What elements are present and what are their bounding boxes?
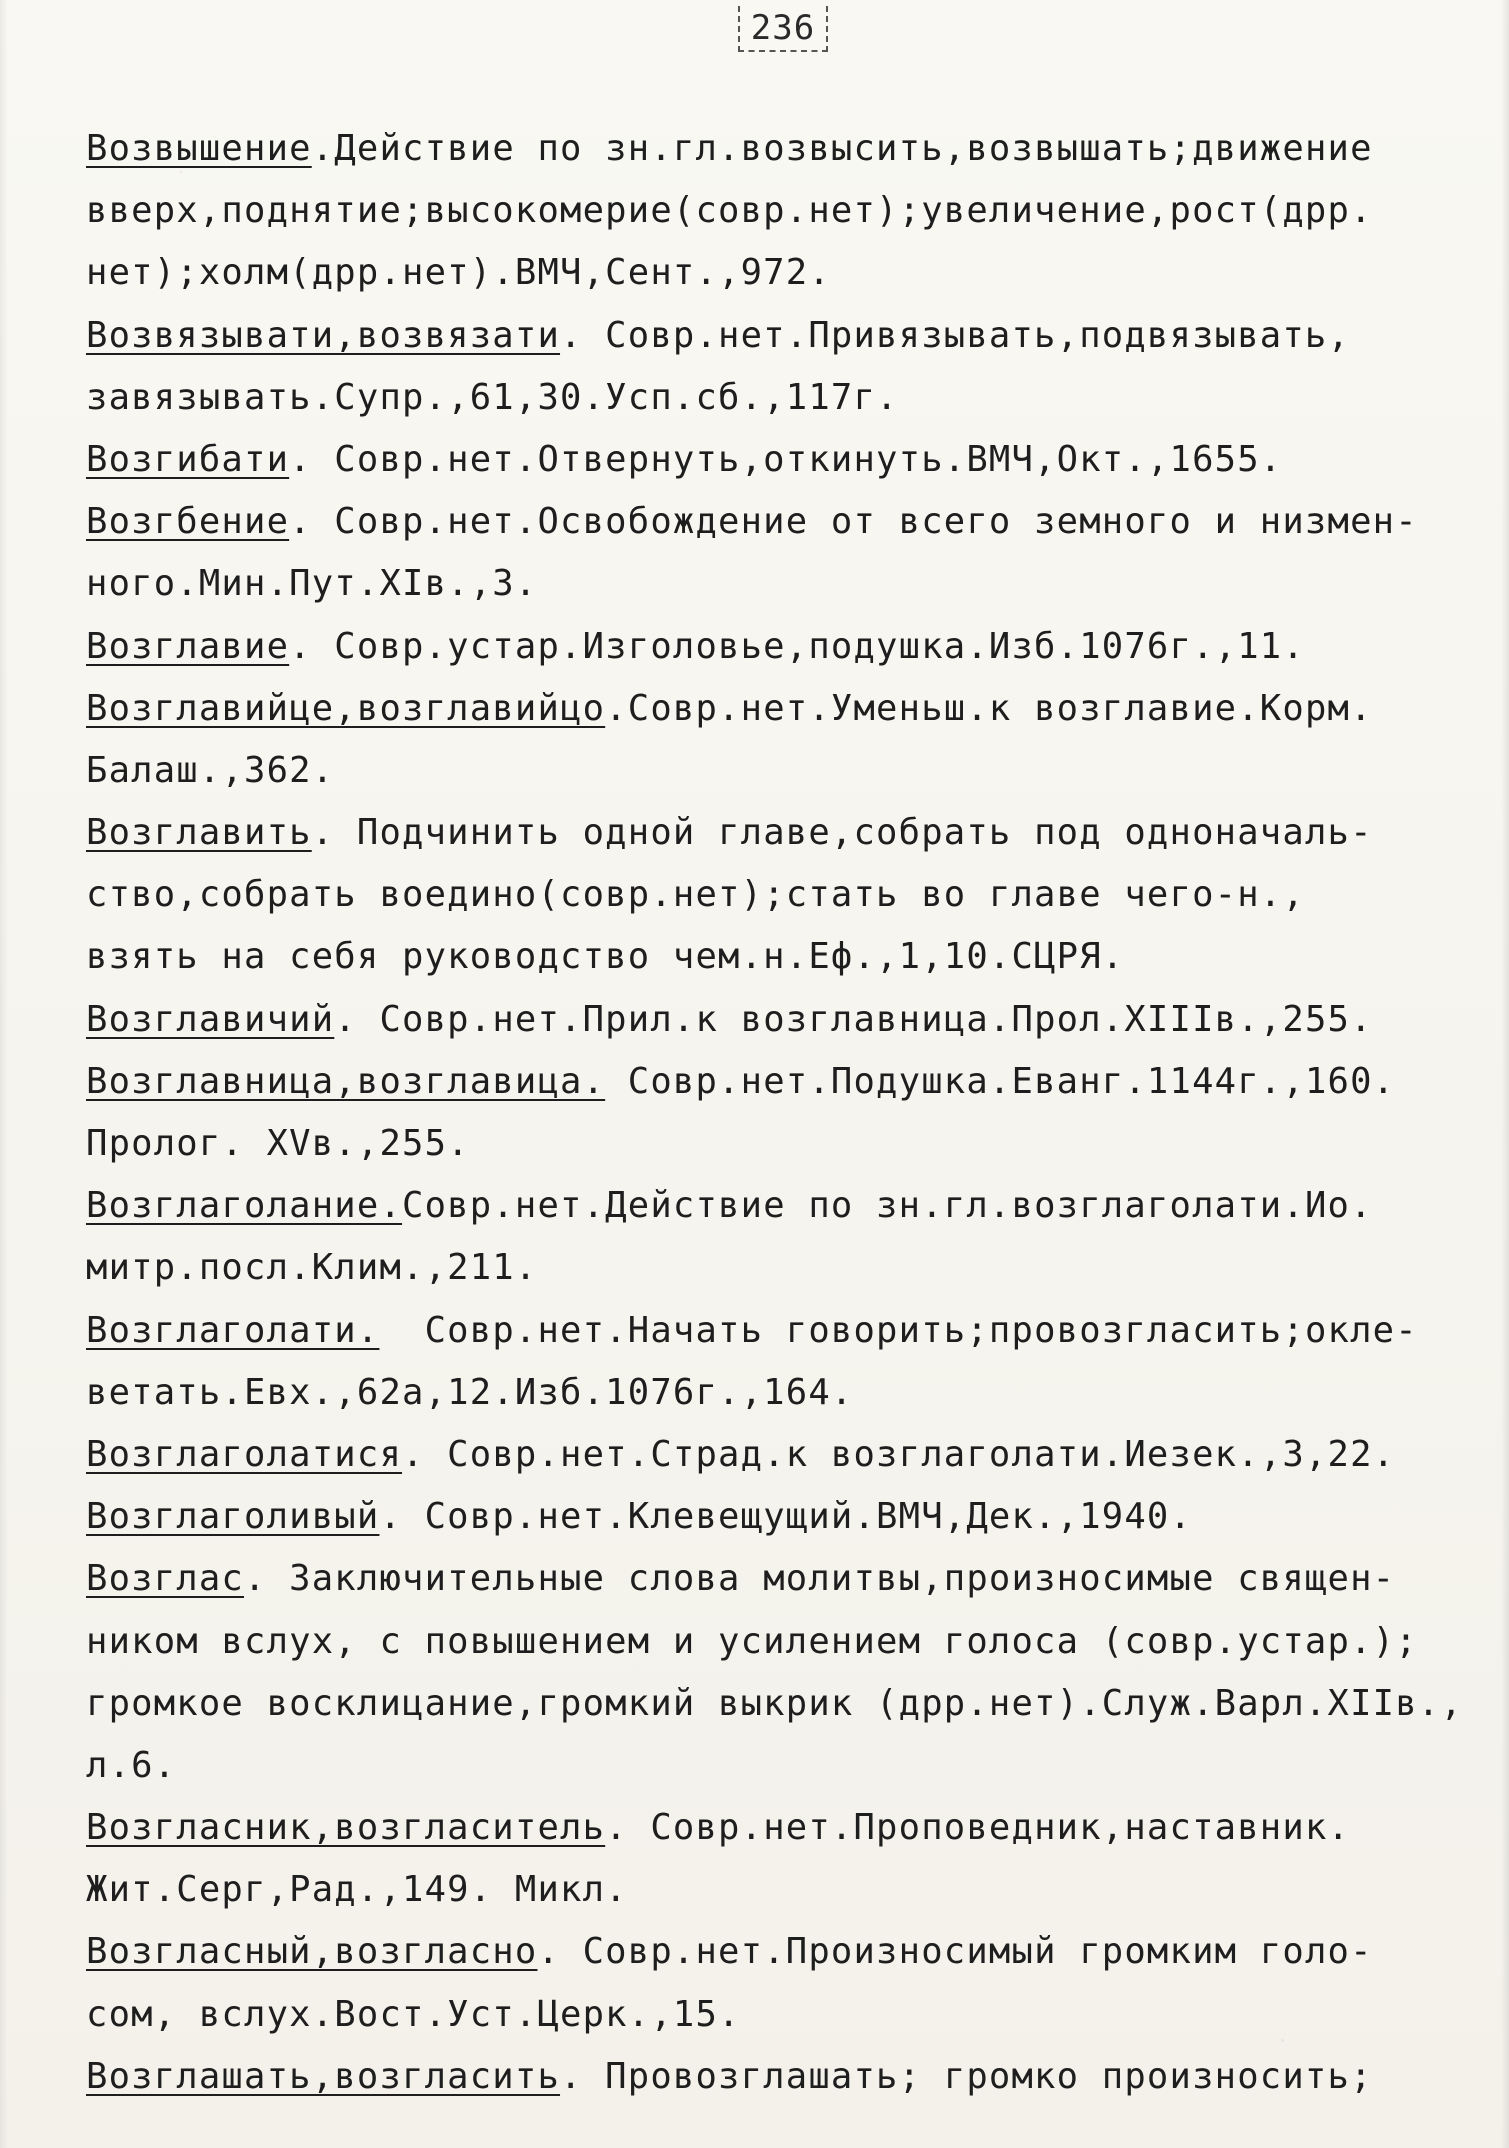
entry-line — [86, 1362, 1486, 1424]
entry-line — [86, 1113, 1486, 1175]
entry-text: Жит.Серг,Рад.,149. Микл. — [86, 1869, 628, 1911]
dictionary-entry — [86, 118, 1486, 305]
entry-text: . Совр.нет.Отвернуть,откинуть.ВМЧ,Окт.,1655. — [289, 438, 1283, 480]
entry-headword: Возглавичий — [86, 998, 335, 1040]
entry-text: Совр.нет.Действие по зн.гл.возглаголати.Ио. — [402, 1185, 1373, 1227]
entry-headword: Возглас — [86, 1558, 245, 1600]
entry-text: Балаш.,362. — [86, 749, 335, 791]
entry-line — [86, 1424, 1486, 1486]
entry-line — [86, 740, 1486, 802]
entry-text: громкое восклицание,громкий выкрик (дрр.нет).Служ.Варл.XIIв., — [86, 1682, 1463, 1724]
entry-text: .Совр.нет.Уменьш.к возглавие.Корм. — [605, 687, 1373, 729]
dictionary-entry — [86, 1424, 1486, 1486]
entry-line — [86, 367, 1486, 429]
entry-text: . Совр.нет.Клевещущий.ВМЧ,Дек.,1940. — [379, 1496, 1193, 1538]
entry-line — [86, 491, 1486, 553]
entry-line — [86, 1548, 1486, 1610]
entry-line — [86, 802, 1486, 864]
entry-line — [86, 989, 1486, 1051]
entry-text: митр.посл.Клим.,211. — [86, 1247, 538, 1289]
entry-line — [86, 305, 1486, 367]
entry-text: . Совр.нет.Привязывать,подвязывать, — [560, 314, 1351, 356]
page-number: 236 — [738, 6, 828, 52]
dictionary-entry — [86, 1486, 1486, 1548]
entry-line — [86, 1300, 1486, 1362]
entry-headword: Возгласник,возгласитель — [86, 1807, 606, 1849]
entry-text: ветать.Евх.,62а,12.Изб.1076г.,164. — [86, 1371, 854, 1413]
dictionary-entry — [86, 1175, 1486, 1299]
entry-line — [86, 616, 1486, 678]
scan-edge-right — [1501, 0, 1509, 2148]
entry-text: . Совр.устар.Изголовье,подушка.Изб.1076г.,11. — [289, 625, 1305, 667]
entry-text: . Совр.нет.Страд.к возглаголати.Иезек.,3,22. — [402, 1433, 1396, 1475]
entry-headword: Возвязывати,возвязати — [86, 314, 561, 356]
entry-line — [86, 1735, 1486, 1797]
entry-text: ство,собрать воедино(совр.нет);стать во главе чего-н., — [86, 874, 1305, 916]
entry-headword: Возглавие — [86, 625, 290, 667]
entry-text: вверх,поднятие;высокомерие(совр.нет);увеличение,рост(дрр. — [86, 190, 1373, 232]
dictionary-entry — [86, 1548, 1486, 1797]
entry-line — [86, 2046, 1486, 2108]
entry-headword: Возглавийце,возглавийцо — [86, 687, 606, 729]
entry-line — [86, 864, 1486, 926]
dictionary-entry — [86, 2046, 1486, 2108]
entry-line — [86, 1673, 1486, 1735]
entry-line — [86, 1611, 1486, 1673]
entry-headword: Возгбение — [86, 501, 290, 543]
entry-headword: Возглашать,возгласить — [86, 2055, 561, 2097]
dictionary-entries — [86, 118, 1486, 2108]
entry-text: . Совр.нет.Прил.к возглавница.Прол.XIIIв.,255. — [334, 998, 1373, 1040]
entry-text: . Подчинить одной главе,собрать под одноначаль- — [311, 812, 1373, 854]
entry-headword: Возглаголати. — [86, 1309, 380, 1351]
entry-text: . Провозглашать; громко произносить; — [560, 2055, 1373, 2097]
entry-text: л.6. — [86, 1744, 177, 1786]
entry-text: Совр.нет.Начать говорить;провозгласить;окле- — [379, 1309, 1418, 1351]
dictionary-entry — [86, 989, 1486, 1051]
entry-line — [86, 118, 1486, 180]
entry-text: ного.Мин.Пут.XIв.,3. — [86, 563, 538, 605]
dictionary-entry — [86, 1300, 1486, 1424]
entry-headword: Возглаголивый — [86, 1496, 380, 1538]
entry-text: ником вслух, с повышением и усилением голоса (совр.устар.); — [86, 1620, 1418, 1662]
entry-line — [86, 1859, 1486, 1921]
entry-text: Пролог. XVв.,255. — [86, 1123, 470, 1164]
entry-text: Совр.нет.Подушка.Еванг.1144г.,160. — [605, 1060, 1396, 1102]
entry-headword: Возглавница,возглавица. — [86, 1060, 606, 1102]
entry-line — [86, 429, 1486, 491]
entry-line — [86, 1921, 1486, 1983]
entry-text: . Совр.нет.Проповедник,наставник. — [605, 1807, 1351, 1849]
entry-line — [86, 553, 1486, 615]
dictionary-entry — [86, 1921, 1486, 2045]
entry-line — [86, 1237, 1486, 1299]
entry-headword: Возглаголание. — [86, 1185, 403, 1227]
entry-line — [86, 180, 1486, 242]
dictionary-entry — [86, 678, 1486, 802]
entry-text: . Совр.нет.Освобождение от всего земного и низмен- — [289, 501, 1418, 543]
entry-line — [86, 1984, 1486, 2046]
scan-edge-left — [0, 0, 8, 2148]
entry-line — [86, 926, 1486, 988]
entry-headword: Возгибати — [86, 438, 290, 480]
entry-line — [86, 1175, 1486, 1237]
dictionary-entry — [86, 802, 1486, 989]
entry-text: . Заключительные слова молитвы,произносимые священ- — [244, 1558, 1396, 1600]
entry-line — [86, 242, 1486, 304]
entry-headword: Возглавить — [86, 812, 312, 854]
dictionary-entry — [86, 491, 1486, 615]
entry-text: сом, вслух.Вост.Уст.Церк.,15. — [86, 1993, 741, 2035]
entry-text: .Действие по зн.гл.возвысить,возвышать;движение — [311, 128, 1373, 169]
dictionary-entry — [86, 305, 1486, 429]
dictionary-entry — [86, 1051, 1486, 1175]
entry-line — [86, 1051, 1486, 1113]
entry-line — [86, 678, 1486, 740]
entry-headword: Возвышение — [86, 128, 312, 169]
entry-headword: Возглаголатися — [86, 1433, 403, 1475]
entry-line — [86, 1486, 1486, 1548]
entry-text: взять на себя руководство чем.н.Еф.,1,10.СЦРЯ. — [86, 936, 1125, 978]
entry-line — [86, 1797, 1486, 1859]
dictionary-entry — [86, 1797, 1486, 1921]
entry-text: . Совр.нет.Произносимый громким голо- — [537, 1931, 1373, 1973]
dictionary-entry — [86, 616, 1486, 678]
entry-text: завязывать.Супр.,61,30.Усп.сб.,117г. — [86, 376, 899, 418]
dictionary-entry — [86, 429, 1486, 491]
entry-text: нет);холм(дрр.нет).ВМЧ,Сент.,972. — [86, 252, 831, 294]
entry-headword: Возгласный,возгласно — [86, 1931, 538, 1973]
